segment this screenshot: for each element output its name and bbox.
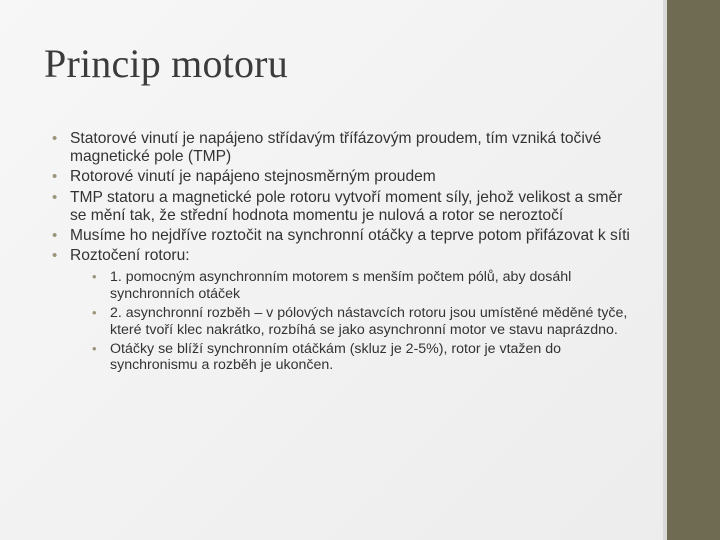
bullet-item: • TMP statoru a magnetické pole rotoru vytvoří moment síly, jehož velikost a směr se mění tak, že střední hodnota momentu je nulová a rotor se neroztočí	[52, 189, 642, 225]
bullet-item: • Statorové vinutí je napájeno střídavým třífázovým proudem, tím vzniká točivé magnetické pole (TMP)	[52, 130, 642, 166]
bullet-item: • Rotorové vinutí je napájeno stejnosměrným proudem	[52, 168, 642, 186]
sub-bullet-item: • 1. pomocným asynchronním motorem s menším počtem pólů, aby dosáhl synchronních otáček	[92, 269, 642, 303]
sub-bullet-item: • 2. asynchronní rozběh – v pólových nástavcích rotoru jsou umístěné měděné tyče, které tvoří klec nakrátko, rozbíhá se jako asynchronní motor ve stavu naprázdno.	[92, 305, 642, 339]
sub-bullet-item: • Otáčky se blíží synchronním otáčkám (skluz je 2-5%), rotor je vtažen do synchronismu a rozběh je ukončen.	[92, 341, 642, 375]
sub-bullet-list	[92, 269, 642, 374]
bullet-list	[52, 130, 642, 374]
slide-content	[52, 130, 642, 376]
slide-title: Princip motoru	[44, 41, 288, 86]
bullet-item	[52, 247, 642, 374]
bullet-item-text: Roztočení rotoru:	[70, 247, 190, 265]
bullet-item: • Musíme ho nejdříve roztočit na synchronní otáčky a teprve potom přifázovat k síti	[52, 227, 642, 245]
side-stripe-dark	[667, 0, 720, 540]
